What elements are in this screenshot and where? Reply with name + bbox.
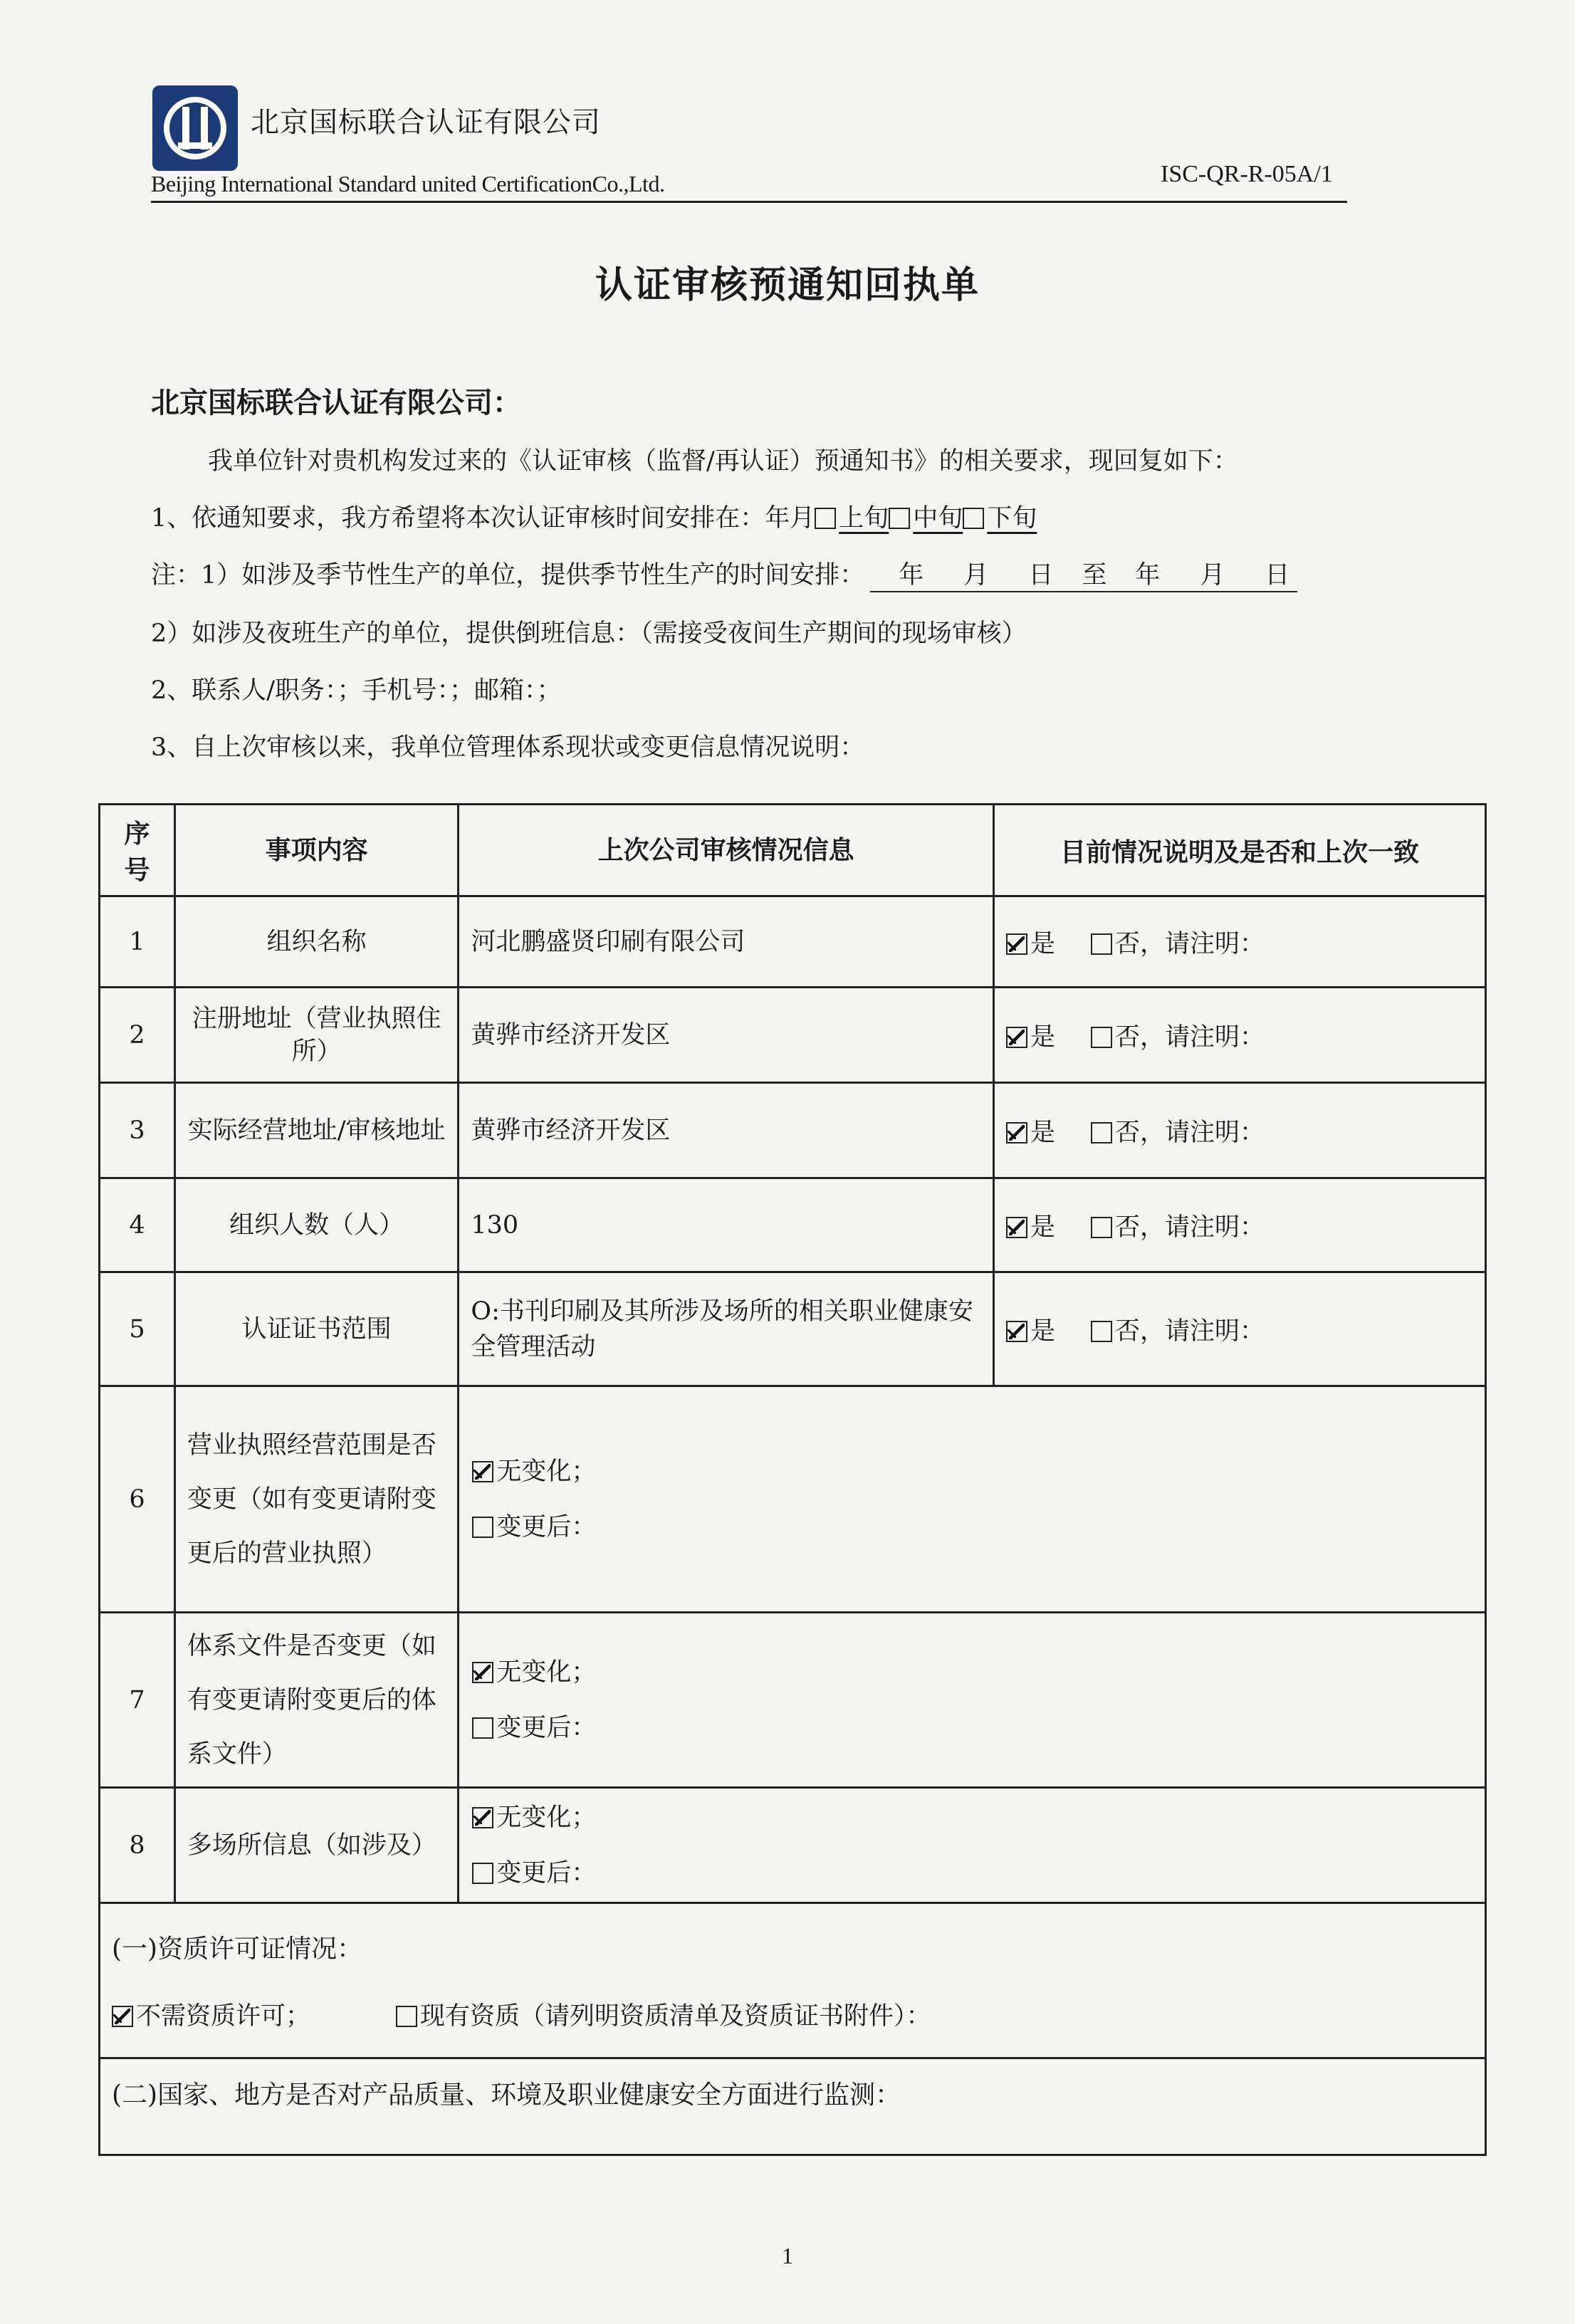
yes-label: 是 [1030,1213,1055,1242]
row-change-status [459,1613,1486,1788]
row-no: 1 [100,896,175,988]
year1: 年 [899,561,924,590]
row-item: 组织名称 [174,896,458,988]
yes-checkbox[interactable] [1006,1122,1027,1143]
row-no: 2 [100,988,175,1083]
document-code: ISC-QR-R-05A/1 [1161,161,1333,187]
row-prev-info: 黄骅市经济开发区 [459,1083,994,1178]
note1-line [151,555,1297,592]
table-row [100,1272,1486,1386]
no-qualification-label: 不需资质许可； [136,2002,311,2031]
table-row [100,1788,1486,1903]
row-current [993,1083,1485,1178]
row-item: 注册地址（营业执照住所） [174,988,458,1083]
page-title: 认证审核预通知回执单 [595,263,980,307]
table-row [100,896,1486,988]
row-change-status [459,1386,1486,1613]
changed-label: 变更后： [496,1713,597,1742]
item3-text: 3、自上次审核以来，我单位管理体系现状或变更信息情况说明： [151,733,865,762]
row-item: 实际经营地址/审核地址 [174,1083,458,1178]
yes-label: 是 [1030,929,1055,958]
monitoring-cell [100,2058,1486,2155]
company-logo-icon [151,84,239,172]
item1-options [815,504,1037,533]
changed-checkbox[interactable] [472,1863,493,1884]
day2: 日 [1265,561,1290,590]
yes-checkbox[interactable] [1006,933,1027,955]
row-current [993,896,1485,988]
month1: 月 [963,561,989,590]
item2-text: 2、联系人/职务：；手机号：；邮箱：； [151,676,562,705]
month2: 月 [1200,561,1225,590]
table-row [100,988,1486,1083]
row-prev-info: O:书刊印刷及其所涉及场所的相关职业健康安全管理活动 [459,1272,994,1386]
no-change-label: 无变化； [496,1803,597,1832]
note1-text: 注：1）如涉及季节性生产的单位，提供季节性生产的时间安排： [151,561,865,590]
row-item: 认证证书范围 [174,1272,458,1386]
option-upper-checkbox[interactable] [815,508,836,529]
yes-label: 是 [1030,1118,1055,1147]
row-item: 多场所信息（如涉及） [174,1788,458,1903]
item1-prefix: 1、依通知要求，我方希望将本次认证审核时间安排在：年月 [151,504,815,533]
row-no: 8 [100,1788,175,1903]
no-checkbox[interactable] [1091,1122,1112,1143]
yes-label: 是 [1030,1317,1055,1346]
row-no: 3 [100,1083,175,1178]
seasonal-date-field[interactable] [870,555,1297,592]
qualification-title: (一)资质许可证情况： [112,1935,363,1964]
intro-text: 我单位针对贵机构发过来的《认证审核（监督/再认证）预通知书》的相关要求，现回复如下： [208,447,1238,476]
header-divider [151,201,1347,203]
no-label: 否，请注明： [1114,1317,1265,1346]
have-qualification-label: 现有资质（请列明资质清单及资质证书附件）： [420,2002,931,2031]
item1-line [151,498,1037,534]
row-item: 营业执照经营范围是否变更（如有变更请附变更后的营业执照） [174,1386,458,1613]
monitoring-section [100,2058,1486,2155]
yes-checkbox[interactable] [1006,1027,1027,1048]
day1: 日 [1028,561,1054,590]
have-qualification-checkbox[interactable] [396,2006,417,2027]
monitoring-title: (二)国家、地方是否对产品质量、环境及职业健康安全方面进行监测： [112,2080,901,2110]
no-checkbox[interactable] [1091,1027,1112,1048]
year2: 年 [1135,561,1161,590]
company-name-cn: 北京国标联合认证有限公司 [251,106,601,139]
no-label: 否，请注明： [1114,1022,1265,1052]
header-curr: 目前情况说明及是否和上次一致 [993,805,1485,896]
row-item: 体系文件是否变更（如有变更请附变更后的体系文件） [174,1613,458,1788]
table-header-row [100,805,1486,896]
changed-checkbox[interactable] [472,1717,493,1739]
option-lower-checkbox[interactable] [963,508,984,529]
table-row [100,1083,1486,1178]
no-checkbox[interactable] [1091,933,1112,955]
page-number: 1 [782,2243,793,2268]
row-prev-info: 黄骅市经济开发区 [459,988,994,1083]
row-current [993,1272,1485,1386]
yes-label: 是 [1030,1022,1055,1052]
table-row [100,1178,1486,1272]
qualification-cell [100,1903,1486,2058]
no-change-checkbox[interactable] [472,1807,493,1828]
no-label: 否，请注明： [1114,1118,1265,1147]
no-change-checkbox[interactable] [472,1461,493,1482]
changed-label: 变更后： [496,1512,597,1542]
no-change-label: 无变化； [496,1658,597,1687]
no-label: 否，请注明： [1114,929,1265,958]
table-row [100,1613,1486,1788]
row-no: 6 [100,1386,175,1613]
header-no: 序号 [100,805,175,896]
row-no: 5 [100,1272,175,1386]
option-middle-checkbox[interactable] [889,508,910,529]
no-change-label: 无变化； [496,1457,597,1486]
qualification-section [100,1903,1486,2058]
no-change-checkbox[interactable] [472,1662,493,1683]
status-table [98,803,1487,2156]
row-prev-info: 河北鹏盛贤印刷有限公司 [459,896,994,988]
row-change-status [459,1788,1486,1903]
no-checkbox[interactable] [1091,1217,1112,1238]
row-current [993,1178,1485,1272]
row-no: 4 [100,1178,175,1272]
row-current [993,988,1485,1083]
option-upper-label: 上旬 [839,504,889,533]
to-label: 至 [1082,561,1107,590]
row-no: 7 [100,1613,175,1788]
header-item: 事项内容 [174,805,458,896]
option-middle-label: 中旬 [913,504,963,533]
no-qualification-checkbox[interactable] [112,2006,133,2027]
yes-checkbox[interactable] [1006,1217,1027,1238]
row-item: 组织人数（人） [174,1178,458,1272]
no-label: 否，请注明： [1114,1213,1265,1242]
note2-text: 2）如涉及夜班生产的单位，提供倒班信息：（需接受夜间生产期间的现场审核） [151,619,1027,648]
company-name-en: Beijing International Standard united CertificationCo.,Ltd. [151,171,665,197]
yes-checkbox[interactable] [1006,1321,1027,1342]
row-prev-info: 130 [459,1178,994,1272]
option-lower-label: 下旬 [987,504,1037,533]
addressee: 北京国标联合认证有限公司： [151,386,521,419]
changed-label: 变更后： [496,1858,597,1888]
table-row [100,1386,1486,1613]
changed-checkbox[interactable] [472,1517,493,1538]
no-checkbox[interactable] [1091,1321,1112,1342]
header-prev: 上次公司审核情况信息 [459,805,994,896]
